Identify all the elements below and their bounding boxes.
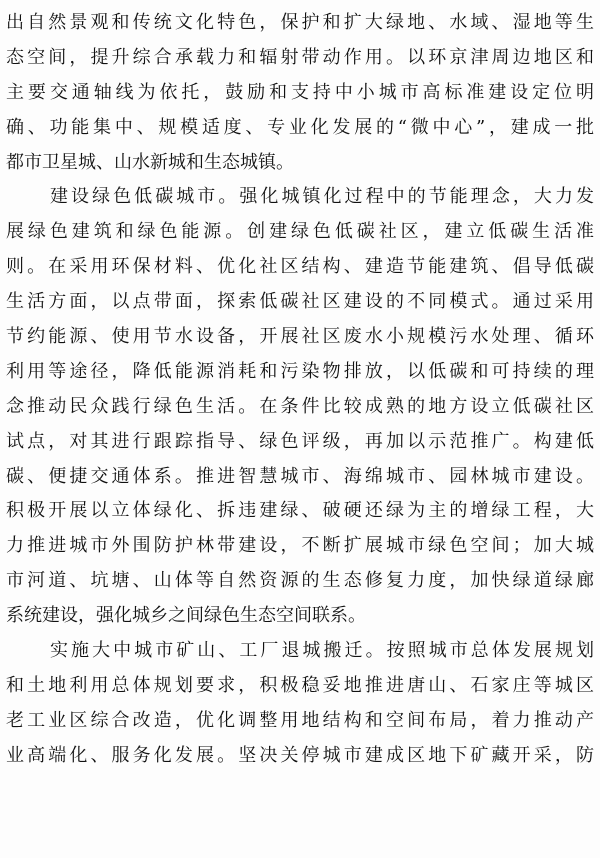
paragraph-2-line-9: 碳、便捷交通体系。推进智慧城市、海绵城市、园林城市建设。 [6, 465, 594, 487]
paragraph-3-line-3: 老工业区综合改造，优化调整用地结构和空间布局，着力推动产 [6, 709, 594, 731]
paragraph-2-line-3: 则。在采用环保材料、优化社区结构、建造节能建筑、倡导低碳 [6, 256, 594, 278]
paragraph-3-line-1: 实施大中城市矿山、工厂退城搬迁。按照城市总体发展规划 [50, 640, 594, 662]
paragraph-2-line-4: 生活方面，以点带面，探索低碳社区建设的不同模式。通过采用 [6, 291, 594, 313]
paragraph-2-line-1: 建设绿色低碳城市。强化城镇化过程中的节能理念，大力发 [50, 186, 594, 208]
paragraph-1-line-1: 出自然景观和传统文化特色，保护和扩大绿地、水域、湿地等生 [6, 12, 594, 33]
paragraph-1-line-2: 态空间，提升综合承载力和辐射带动作用。以环京津周边地区和 [6, 46, 594, 68]
paragraph-2-line-12: 市河道、坑塘、山体等自然资源的生态修复力度，加快绿道绿廊 [6, 570, 594, 592]
document-body [6, 6, 594, 774]
paragraph-1-line-5: 都市卫星城、山水新城和生态城镇。 [6, 151, 294, 173]
paragraph-2-line-10: 积极开展以立体绿化、拆违建绿、破硬还绿为主的增绿工程，大 [6, 500, 594, 522]
paragraph-3-line-2: 和土地利用总体规划要求，积极稳妥地推进唐山、石家庄等城区 [6, 674, 594, 696]
paragraph-1-line-4: 确、功能集中、规模适度、专业化发展的“微中心”，建成一批 [6, 116, 594, 138]
paragraph-2-line-2: 展绿色建筑和绿色能源。创建绿色低碳社区，建立低碳生活准 [6, 221, 594, 243]
paragraph-2-line-13: 系统建设，强化城乡之间绿色生态空间联系。 [6, 605, 366, 627]
paragraph-2-line-11: 力推进城市外围防护林带建设，不断扩展城市绿色空间；加大城 [6, 535, 594, 557]
paragraph-2-line-8: 试点，对其进行跟踪指导、绿色评级，再加以示范推广。构建低 [6, 430, 594, 452]
paragraph-2-line-6: 利用等途径，降低能源消耗和污染物排放，以低碳和可持续的理 [6, 360, 594, 382]
paragraph-2-line-7: 念推动民众践行绿色生活。在条件比较成熟的地方设立低碳社区 [6, 395, 594, 417]
paragraph-1-line-3: 主要交通轴线为依托，鼓励和支持中小城市高标准建设定位明 [6, 81, 594, 103]
paragraph-2-line-5: 节约能源、使用节水设备，开展社区废水小规模污水处理、循环 [6, 326, 594, 348]
paragraph-3-line-4: 业高端化、服务化发展。坚决关停城市建成区地下矿藏开采，防 [6, 744, 594, 766]
